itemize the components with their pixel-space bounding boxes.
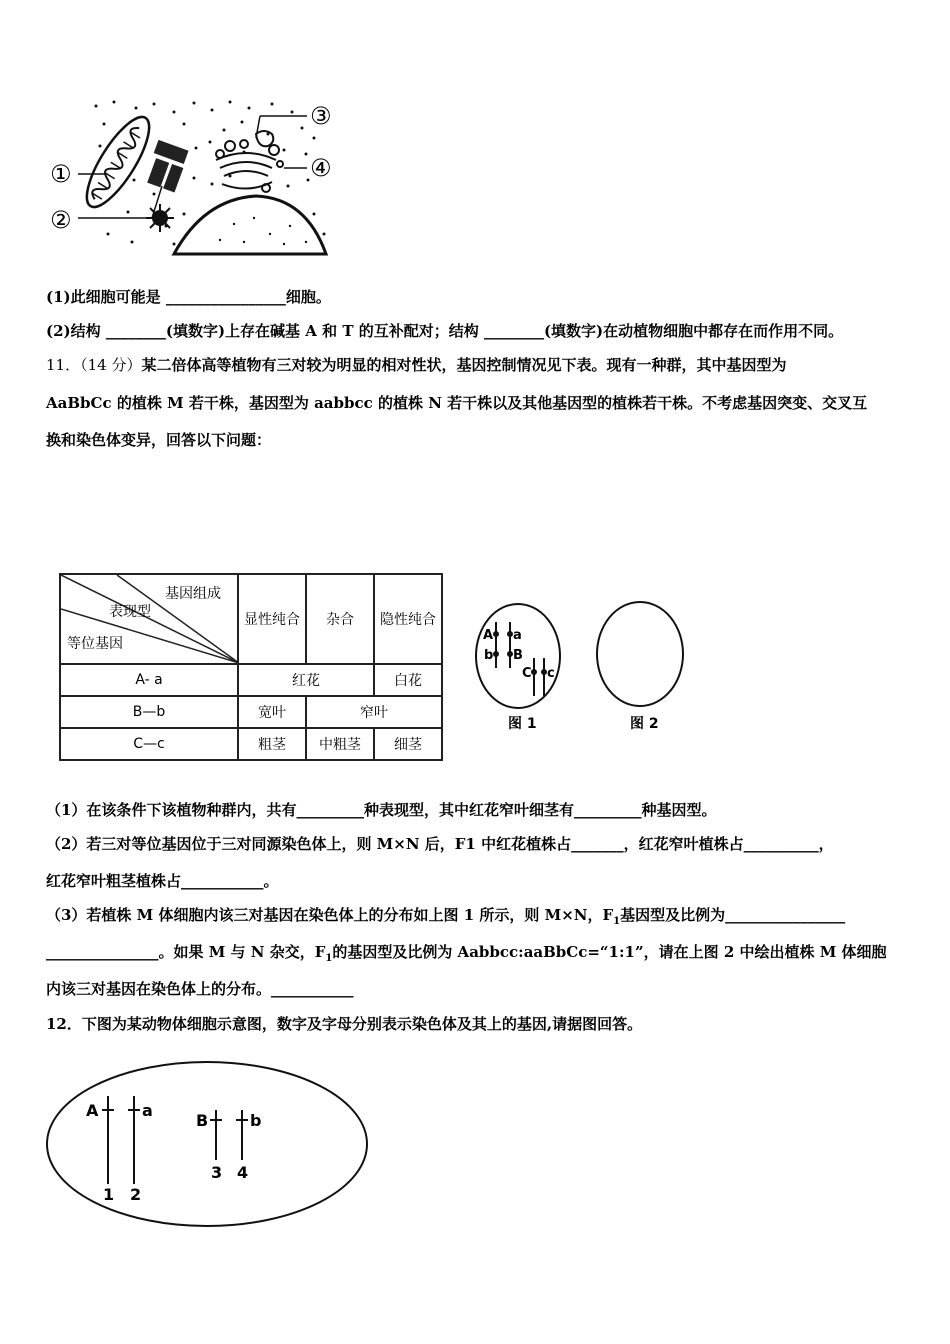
fig1-gene-a: a	[513, 628, 522, 643]
q10-sub1: (1)此细胞可能是 ________________细胞。	[46, 288, 331, 306]
label-4: ④	[310, 154, 332, 182]
cell-structure-figure	[44, 94, 344, 259]
label-1: ①	[50, 160, 72, 188]
q12-chromosome-1: 1	[103, 1185, 115, 1204]
q11-sub3-line2-subscript: 1	[325, 953, 333, 964]
q11-sub3-line1	[46, 905, 845, 932]
q12-chromosome-4: 4	[237, 1163, 249, 1182]
q11-sub3-line2-b: 的基因型及比例为 Aabbcc:aaBbCc=“1:1”，请在上图 2 中绘出植株 M 体细胞	[332, 943, 887, 961]
cell-thick-stem: 粗茎	[238, 728, 306, 760]
q12-gene-b: b	[250, 1111, 262, 1130]
fig2-caption: 图 2	[630, 716, 659, 732]
q11-sub1: （1）在该条件下该植物种群内，共有_________种表现型，其中红花窄叶细茎有_________种基因型。	[46, 801, 717, 819]
fig1-caption: 图 1	[508, 716, 537, 732]
cell-red-flower: 红花	[238, 664, 374, 696]
label-2: ②	[50, 206, 72, 234]
q12-gene-A: A	[86, 1101, 99, 1120]
q12-chromosome-2: 2	[130, 1185, 142, 1204]
cell-wide-leaf: 宽叶	[238, 696, 306, 728]
col-header-dominant-homozygous: 显性纯合	[238, 574, 306, 664]
q12-text: 12．下图为某动物体细胞示意图，数字及字母分别表示染色体及其上的基因,请据图回答。	[46, 1015, 643, 1033]
fig1-gene-B: B	[513, 648, 523, 663]
cell-narrow-leaf: 窄叶	[306, 696, 442, 728]
row-gene-b: B—b	[60, 696, 238, 728]
q11-intro-line3: 换和染色体变异，回答以下问题：	[46, 431, 272, 449]
q11-sub2-line1: （2）若三对等位基因位于三对同源染色体上，则 M×N 后，F1 中红花植株占_______，红花窄叶植株占__________，	[46, 835, 834, 853]
fig1-gene-C: C	[522, 666, 532, 681]
cell-white-flower: 白花	[374, 664, 442, 696]
q12-chromosome-3: 3	[211, 1163, 223, 1182]
fig1-gene-c: c	[547, 666, 555, 681]
q12-gene-B: B	[196, 1111, 209, 1130]
cell-medium-stem: 中粗茎	[306, 728, 374, 760]
corner-gene-composition: 基因组成	[165, 586, 221, 602]
q11-sub3-line2	[46, 942, 887, 969]
label-3: ③	[310, 102, 332, 130]
q11-sub3-text-b: 基因型及比例为________________	[620, 906, 846, 924]
q12-gene-a: a	[142, 1101, 153, 1120]
fig1-gene-A: A	[483, 628, 494, 643]
corner-alleles: 等位基因	[67, 636, 123, 652]
row-gene-a: A- a	[60, 664, 238, 696]
q11-intro-line2: AaBbCc 的植株 M 若干株，基因型为 aabbcc 的植株 N 若干株以及其他基因型的植株若干株。不考虑基因突变、交叉互	[46, 394, 868, 412]
row-gene-c: C—c	[60, 728, 238, 760]
figure-2-cell	[592, 598, 692, 738]
cell-thin-stem: 细茎	[374, 728, 442, 760]
table-row	[60, 728, 442, 760]
q11-intro-line1	[46, 355, 786, 375]
gene-phenotype-table	[59, 573, 443, 761]
q10-sub2: (2)结构 ________(填数字)上存在碱基 A 和 T 的互补配对；结构 ________(填数字)在动植物细胞中都存在而作用不同。	[46, 322, 844, 340]
q11-sub3-line2-a: _______________。如果 M 与 N 杂交，F	[46, 943, 326, 961]
q12-cell-diagram	[44, 1060, 374, 1230]
q11-sub3-text-a: （3）若植株 M 体细胞内该三对基因在染色体上的分布如上图 1 所示，则 M×N，F	[46, 906, 614, 924]
col-header-heterozygous: 杂合	[306, 574, 374, 664]
table-row	[60, 664, 442, 696]
col-header-recessive-homozygous: 隐性纯合	[374, 574, 442, 664]
corner-phenotype: 表现型	[109, 604, 151, 620]
q11-sub3-line3: 内该三对基因在染色体上的分布。___________	[46, 980, 354, 998]
table-corner-cell	[60, 574, 238, 664]
q11-sub3-subscript: 1	[613, 916, 621, 927]
fig1-gene-b: b	[484, 648, 494, 663]
q11-intro-text: 某二倍体高等植物有三对较为明显的相对性状，基因控制情况见下表。现有一种群，其中基因型为	[141, 356, 787, 374]
table-row	[60, 696, 442, 728]
q11-number: 11．（14 分）	[46, 356, 142, 374]
figure-1-cell	[470, 598, 582, 738]
q11-sub2-line2: 红花窄叶粗茎植株占___________。	[46, 872, 279, 890]
